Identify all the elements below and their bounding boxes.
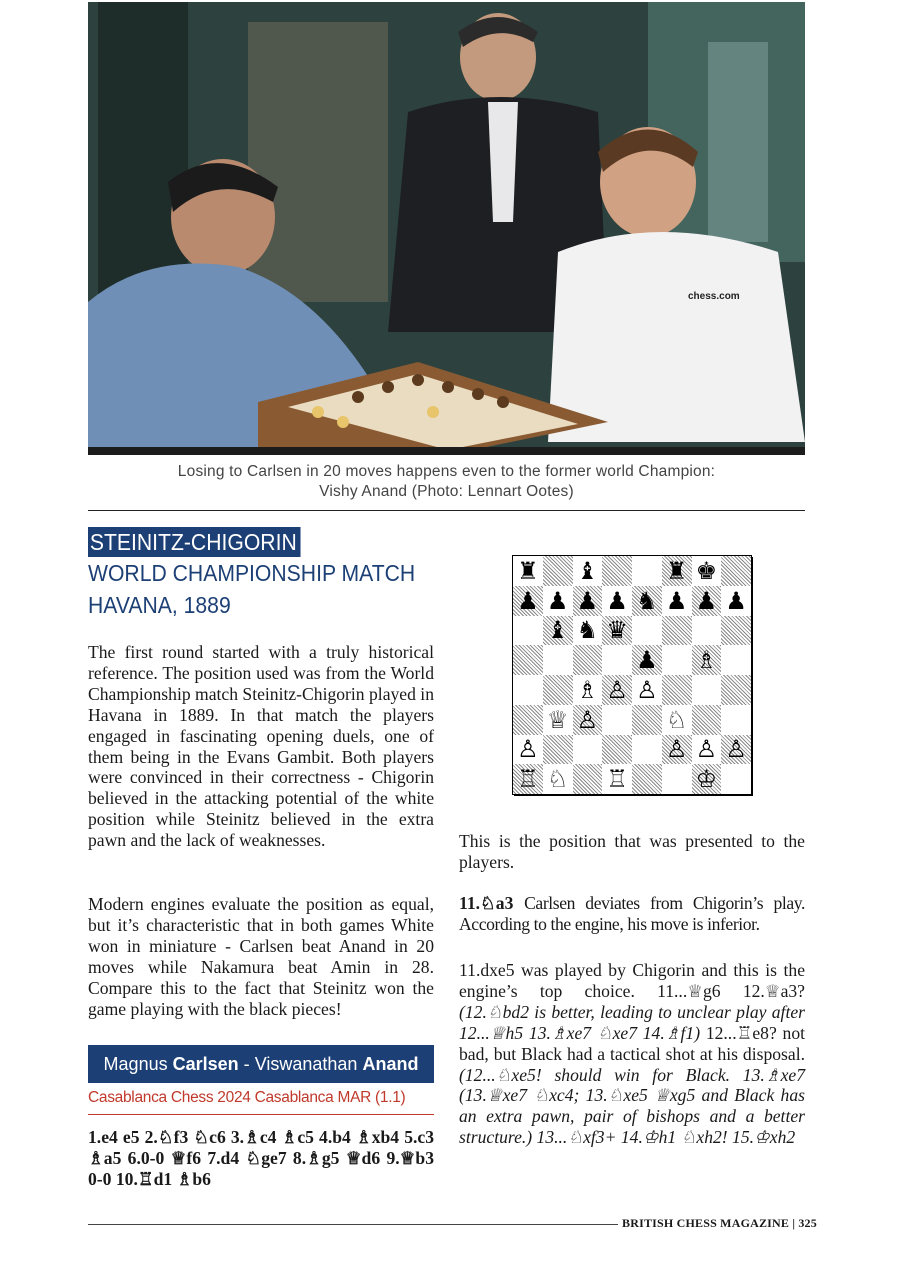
chess-diagram — [512, 555, 752, 795]
photo-illustration — [88, 2, 805, 455]
chess-piece: ♖ — [606, 765, 628, 794]
black-first-name: Viswanathan — [254, 1054, 358, 1074]
chess-board — [512, 555, 752, 795]
square-c4 — [573, 675, 603, 705]
page-footer — [622, 1216, 817, 1231]
chess-piece: ♟ — [665, 586, 688, 615]
square-f3 — [662, 705, 692, 735]
magazine-name: BRITISH CHESS MAGAZINE — [622, 1216, 790, 1230]
square-a2 — [513, 735, 543, 765]
caption-divider — [88, 510, 805, 511]
square-d3 — [602, 705, 632, 735]
square-a7 — [513, 586, 543, 616]
square-h6 — [721, 616, 751, 646]
square-g3 — [692, 705, 722, 735]
square-e4 — [632, 675, 662, 705]
square-b2 — [543, 735, 573, 765]
square-b1 — [543, 764, 573, 794]
chess-piece: ♝ — [576, 556, 599, 585]
chess-piece: ♟ — [546, 586, 569, 615]
square-b7 — [543, 586, 573, 616]
chess-piece: ♔ — [695, 765, 718, 794]
chess-piece: ♙ — [606, 675, 628, 704]
chess-piece: ♘ — [546, 765, 569, 794]
move-11-label: 11.♘a3 — [459, 893, 514, 913]
black-last-name: Anand — [362, 1054, 419, 1074]
chess-piece: ♟ — [636, 646, 658, 675]
chess-piece: ♚ — [695, 556, 718, 585]
analysis-a: 11.dxe5 was played by Chigorin and this is the engine’s top choice. 11...♕g6 12.♕a3? — [459, 960, 805, 1001]
left-paragraph-1: The first round started with a truly historical reference. The position used was from the World Championship match Steinitz-Chigorin played in Havana in 1889. In that match the players engaged in fascinating opening duels, one of them being in the Evans Gambit. Both players were convinced in their correctness - Chigorin believed in the attacking potential of the white position while Steinitz believed in the extra pawn and the lack of weaknesses. — [88, 642, 434, 851]
chess-piece: ♟ — [695, 586, 718, 615]
analysis-b: (12.♘bd2 is better, leading to unclear play after 12...♕h5 13.♗xe7 ♘xe7 14.♗f1) — [459, 1001, 805, 1043]
chess-piece: ♟ — [725, 586, 747, 615]
square-f5 — [662, 645, 692, 675]
square-b8 — [543, 556, 573, 586]
square-g7 — [692, 586, 722, 616]
shirt-logo: chess.com — [688, 291, 740, 302]
square-f7 — [662, 586, 692, 616]
chess-piece: ♙ — [636, 675, 658, 704]
caption-line-2: Vishy Anand (Photo: Lennart Ootes) — [319, 483, 574, 500]
square-h2 — [721, 735, 751, 765]
right-paragraph-1: This is the position that was presented to the players. — [459, 831, 805, 872]
square-c8 — [573, 556, 603, 586]
square-a4 — [513, 675, 543, 705]
chess-piece: ♙ — [695, 735, 718, 764]
square-h4 — [721, 675, 751, 705]
square-e7 — [632, 586, 662, 616]
square-h8 — [721, 556, 751, 586]
chess-piece: ♙ — [725, 735, 747, 764]
event-divider — [88, 1114, 434, 1115]
chess-piece: ♕ — [546, 705, 569, 734]
square-g8 — [692, 556, 722, 586]
square-c7 — [573, 586, 603, 616]
chess-piece: ♘ — [665, 705, 688, 734]
article-photo — [88, 2, 805, 455]
chess-piece: ♜ — [517, 556, 539, 585]
square-g2 — [692, 735, 722, 765]
square-d1 — [602, 764, 632, 794]
chess-piece: ♙ — [517, 735, 539, 764]
square-a8 — [513, 556, 543, 586]
square-e5 — [632, 645, 662, 675]
chess-piece: ♞ — [636, 586, 658, 615]
square-g1 — [692, 764, 722, 794]
square-e2 — [632, 735, 662, 765]
chess-piece: ♟ — [517, 586, 539, 615]
chess-piece: ♖ — [517, 765, 539, 794]
square-e3 — [632, 705, 662, 735]
square-c3 — [573, 705, 603, 735]
square-f2 — [662, 735, 692, 765]
square-d5 — [602, 645, 632, 675]
chess-piece: ♗ — [695, 646, 718, 675]
analysis-d: (12...♘xe5! should win for Black. 13.♗xe7 (13.♕xe7 ♘xc4; 13.♘xe5 ♕xg5 and Black has an extra pawn, pair of bishops and a better structure.) 13...♘xf3+ 14.♔h1 ♘xh2! 15.♔xh2 — [459, 1064, 805, 1148]
square-g6 — [692, 616, 722, 646]
chess-piece: ♙ — [665, 735, 688, 764]
square-a1 — [513, 764, 543, 794]
square-f4 — [662, 675, 692, 705]
square-f8 — [662, 556, 692, 586]
square-a3 — [513, 705, 543, 735]
photo-caption — [88, 462, 805, 502]
square-c5 — [573, 645, 603, 675]
square-h3 — [721, 705, 751, 735]
left-paragraph-2: Modern engines evaluate the position as equal, but it’s characteristic that in both games White won in miniature - Carlsen beat Anand in 20 moves while Nakamura beat Amin in 28. Compare this to the fact that Steinitz won the game playing with the black pieces! — [88, 894, 434, 1019]
game-players-bar — [88, 1045, 434, 1083]
chess-piece: ♙ — [576, 705, 599, 734]
chess-piece: ♛ — [606, 616, 628, 645]
square-a5 — [513, 645, 543, 675]
chess-piece: ♗ — [576, 675, 599, 704]
square-d8 — [602, 556, 632, 586]
heading-line-2: WORLD CHAMPIONSHIP MATCH — [88, 560, 416, 586]
square-b5 — [543, 645, 573, 675]
caption-line-1: Losing to Carlsen in 20 moves happens even to the former world Champion: — [177, 463, 716, 480]
square-d6 — [602, 616, 632, 646]
page-number: 325 — [798, 1216, 817, 1230]
footer-rule — [88, 1224, 618, 1225]
section-heading — [88, 527, 448, 621]
game-moves: 1.e4 e5 2.♘f3 ♘c6 3.♗c4 ♗c5 4.b4 ♗xb4 5.c3 ♗a5 6.0-0 ♕f6 7.d4 ♘ge7 8.♗g5 ♕d6 9.♕b3 0-0 10.♖d1 ♗b6 — [88, 1127, 434, 1189]
square-c6 — [573, 616, 603, 646]
square-h7 — [721, 586, 751, 616]
square-d7 — [602, 586, 632, 616]
footer-divider: | — [792, 1216, 796, 1230]
square-b4 — [543, 675, 573, 705]
heading-line-3: HAVANA, 1889 — [88, 592, 231, 618]
square-c2 — [573, 735, 603, 765]
chess-piece: ♝ — [546, 616, 569, 645]
square-h1 — [721, 764, 751, 794]
square-f1 — [662, 764, 692, 794]
game-event: Casablanca Chess 2024 Casablanca MAR (1.1) — [88, 1089, 406, 1106]
white-last-name: Carlsen — [172, 1054, 239, 1074]
right-paragraph-2 — [459, 893, 805, 935]
heading-highlight: STEINITZ-CHIGORIN — [88, 527, 300, 557]
move-11-comment: Carlsen deviates from Chigorin’s play. According to the engine, his move is inferior. — [459, 893, 805, 934]
players-separator: - — [243, 1054, 250, 1074]
square-c1 — [573, 764, 603, 794]
square-d2 — [602, 735, 632, 765]
square-b6 — [543, 616, 573, 646]
chess-piece: ♟ — [606, 586, 628, 615]
white-first-name: Magnus — [103, 1054, 168, 1074]
square-f6 — [662, 616, 692, 646]
square-a6 — [513, 616, 543, 646]
square-e8 — [632, 556, 662, 586]
square-e1 — [632, 764, 662, 794]
right-paragraph-3 — [459, 960, 805, 1148]
square-b3 — [543, 705, 573, 735]
square-g5 — [692, 645, 722, 675]
square-e6 — [632, 616, 662, 646]
chess-piece: ♜ — [665, 556, 688, 585]
square-h5 — [721, 645, 751, 675]
analysis-c: 12...♖e8? not bad, but Black had a tactical shot at his disposal. — [459, 1022, 806, 1064]
square-g4 — [692, 675, 722, 705]
chess-piece: ♟ — [576, 586, 599, 615]
square-d4 — [602, 675, 632, 705]
chess-piece: ♞ — [576, 616, 599, 645]
